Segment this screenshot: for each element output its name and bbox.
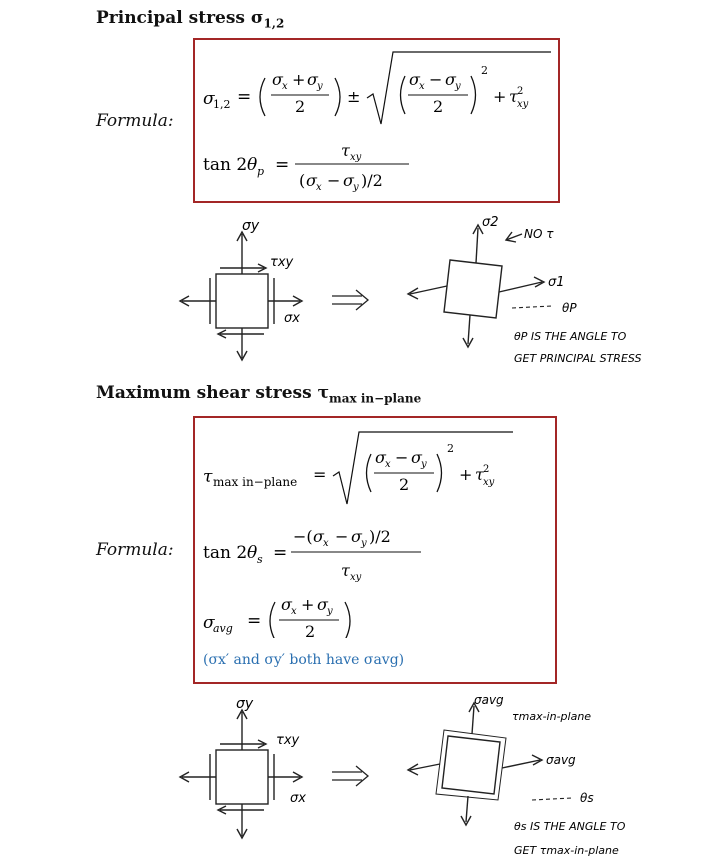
caption-2-line1: θs IS THE ANGLE TO [514, 820, 626, 833]
svg-text:=: = [237, 87, 252, 107]
section-title-principal-stress [96, 8, 284, 30]
sigma-2-label: σ2 [482, 215, 499, 230]
svg-text:2: 2 [447, 442, 454, 455]
svg-text:θ: θ [247, 543, 258, 563]
svg-text:=: = [247, 611, 262, 631]
svg-text:−: − [395, 448, 409, 467]
svg-text:σ: σ [445, 70, 456, 89]
svg-text:xy: xy [517, 99, 529, 110]
svg-text:τ: τ [203, 467, 213, 487]
svg-text:xy: xy [483, 477, 495, 488]
section-title-subscript: max in−plane [329, 391, 422, 406]
svg-text:σ: σ [313, 527, 324, 546]
svg-text:y: y [317, 81, 323, 92]
svg-text:−: − [429, 70, 443, 89]
svg-text:tan 2: tan 2 [203, 543, 248, 563]
svg-text:σ: σ [375, 448, 386, 467]
implies-arrow-2 [332, 766, 368, 786]
svg-text:y: y [421, 459, 427, 470]
svg-text:y: y [353, 182, 359, 193]
sigma-y-label-2: σy [236, 696, 254, 712]
svg-text:x: x [282, 81, 288, 92]
svg-text:2: 2 [399, 475, 410, 494]
svg-text:avg: avg [213, 622, 233, 635]
section-title-subscript: 1,2 [263, 16, 285, 31]
svg-text:τ: τ [341, 561, 350, 580]
max-shear-formula-box [193, 416, 557, 684]
tau-max-label: τmax-in-plane [512, 710, 592, 723]
svg-text:x: x [316, 182, 322, 193]
element-left-sketch-2 [180, 710, 302, 838]
max-shear-formulas [195, 418, 555, 638]
svg-text:±: ± [347, 87, 361, 106]
sigma-x-label: σx [284, 311, 300, 326]
svg-text:tan 2: tan 2 [203, 155, 248, 175]
svg-text:σ: σ [317, 595, 328, 614]
svg-text:σ: σ [306, 171, 317, 190]
svg-text:+: + [292, 70, 306, 89]
svg-text:σ: σ [343, 171, 354, 190]
svg-text:(: ( [299, 171, 306, 190]
svg-text:−: − [335, 527, 349, 546]
svg-text:τ: τ [341, 141, 350, 160]
svg-text:=: = [273, 543, 288, 563]
svg-text:σ: σ [203, 613, 215, 633]
svg-text:θ: θ [247, 155, 258, 175]
svg-text:−: − [327, 171, 341, 190]
principal-stress-diagram [160, 208, 680, 380]
svg-text:x: x [385, 459, 391, 470]
section-title-text: Maximum shear stress τ [96, 383, 330, 403]
svg-text:xy: xy [350, 152, 362, 163]
svg-text:−(: −( [293, 527, 313, 546]
svg-text:y: y [455, 81, 461, 92]
svg-text:τ: τ [509, 87, 518, 106]
svg-text:=: = [313, 465, 327, 484]
sigma-x-label-2: σx [290, 791, 306, 806]
tau-xy-label: τxy [270, 255, 294, 270]
no-tau-label: NO τ [524, 227, 554, 241]
svg-text:2: 2 [295, 97, 306, 116]
svg-text:+: + [301, 595, 315, 614]
svg-text:xy: xy [350, 572, 362, 583]
svg-text:2: 2 [483, 464, 490, 475]
sigma-1-label: σ1 [548, 275, 565, 290]
formula-label-2: Formula: [96, 540, 174, 560]
sigma-avg-top-label: σavg [474, 693, 504, 707]
svg-text:x: x [419, 81, 425, 92]
svg-text:σ: σ [272, 70, 283, 89]
svg-text:σ: σ [351, 527, 362, 546]
svg-text:σ: σ [203, 89, 215, 109]
svg-text:max in−plane: max in−plane [213, 475, 298, 489]
svg-text:τ: τ [475, 465, 484, 484]
formula-label-1: Formula: [96, 111, 174, 131]
svg-text:y: y [361, 538, 367, 549]
svg-text:σ: σ [411, 448, 422, 467]
svg-text:s: s [257, 553, 263, 566]
theta-s-label: θs [580, 791, 594, 805]
svg-text:σ: σ [409, 70, 420, 89]
svg-text:σ: σ [307, 70, 318, 89]
sigma-y-label: σy [242, 218, 260, 234]
svg-text:2: 2 [517, 86, 524, 97]
svg-text:+: + [493, 87, 507, 106]
svg-text:x: x [323, 538, 329, 549]
svg-text:2: 2 [481, 64, 488, 77]
element-rotated-sketch [408, 225, 544, 347]
svg-text:=: = [275, 155, 290, 175]
theta-p-label: θP [562, 301, 577, 315]
principal-stress-formulas [195, 40, 558, 201]
svg-text:p: p [257, 165, 265, 178]
svg-text:x: x [291, 606, 297, 617]
caption-2-line2: GET τmax-in-plane [514, 844, 619, 857]
svg-text:)/2: )/2 [361, 171, 383, 190]
theta-p-dashes [512, 306, 552, 308]
section-title-max-shear [96, 383, 421, 405]
implies-arrow-1 [332, 290, 368, 310]
svg-text:σ: σ [281, 595, 292, 614]
svg-text:)/2: )/2 [369, 527, 391, 546]
svg-text:2: 2 [305, 622, 316, 638]
svg-text:1,2: 1,2 [213, 98, 231, 111]
avg-note: (σx′ and σy′ both have σavg) [203, 652, 405, 668]
svg-text:2: 2 [433, 97, 444, 116]
principal-stress-formula-box [193, 38, 560, 203]
sigma-avg-right-label: σavg [546, 753, 576, 767]
svg-text:y: y [327, 606, 333, 617]
theta-s-dashes [532, 798, 572, 800]
caption-1-line1: θP IS THE ANGLE TO [514, 330, 627, 343]
element-left-sketch [180, 232, 302, 360]
caption-1-line2: GET PRINCIPAL STRESS [514, 352, 642, 365]
svg-text:+: + [459, 465, 473, 484]
tau-xy-label-2: τxy [276, 733, 300, 748]
section-title-text: Principal stress σ [96, 8, 264, 28]
max-shear-diagram [160, 690, 680, 866]
